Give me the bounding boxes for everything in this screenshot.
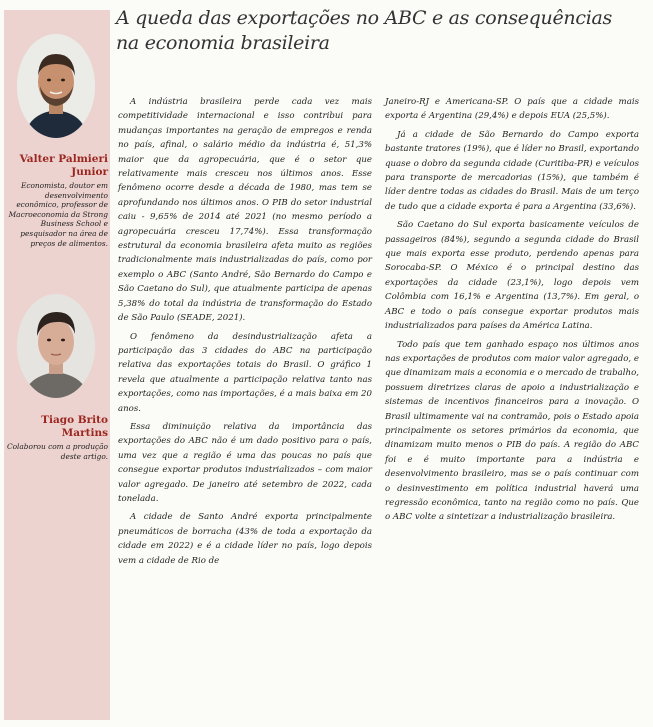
author-name-1: Valter Palmieri Junior bbox=[19, 153, 108, 178]
body-paragraph: Essa diminuição relativa da importância das exportações do ABC não é um dado positivo para o país, uma vez que a região é uma das poucas no país que consegue exportar produtos industrializados – com maior valor agregado. De janeiro até setembro de 2022, cada tonelada. bbox=[118, 421, 372, 504]
body-paragraph-continuation: Janeiro-RJ e Americana-SP. O país que a cidade mais exporta é Argentina (29,4%) e depois EUA (25,5%). bbox=[385, 97, 639, 122]
author-photo-tiago bbox=[17, 294, 95, 398]
author-bio-2: Colaborou com a produção deste artigo. bbox=[6, 442, 108, 461]
body-paragraph: A indústria brasileira perde cada vez mais competitividade internacional e isso contribui para mudanças importantes na geração de empregos e renda no país, afinal, o salário médio da indústria é, 51,3% maior que da agropecuária, que é o setor que relativamente mais cresceu nos últimos anos. Esse fenômeno ocorre desde a década de 1980, mas tem se aprofundando nos últimos anos. O PIB do setor industrial caiu - 9,65% de 2014 até 2021 (no mesmo período a agropecuária cresceu 17,74%). Essa transformação estrutural da economia brasileira afeta muito as regiões tradicionalmente mais industrializadas do país, como por exemplo o ABC (Santo André, São Bernardo do Campo e São Caetano do Sul), que atualmente participa de apenas 5,38% do total da indústria de transformação do Estado de São Paulo (SEADE, 2021). bbox=[118, 97, 372, 324]
author-name-2: Tiago Brito Martins bbox=[41, 414, 108, 439]
article-title bbox=[116, 6, 646, 56]
author-photo-valter bbox=[17, 34, 95, 138]
article-title-line-1: A queda das exportações no ABC e as consequências bbox=[116, 7, 612, 29]
author-bio-1: Economista, doutor em desenvolvimento econômico, professor de Macroeconomia da Strong Business School e pesquisador na área de preços de alimentos. bbox=[8, 181, 108, 248]
author-sidebar bbox=[4, 10, 110, 720]
article-body-left-column bbox=[118, 95, 372, 572]
body-paragraph: São Caetano do Sul exporta basicamente veículos de passageiros (84%), segundo a segunda cidade do Brasil que mais exporta esse produto, perdendo apenas para Sorocaba-SP. O México é o principal destino das exportações da cidade (23,1%), logo depois vem Colômbia com 16,1% e Argentina (13,7%). Em geral, o ABC e todo o país consegue exportar produtos mais industrializados para países da América Latina. bbox=[385, 220, 639, 332]
body-paragraph: O fenômeno da desindustrialização afeta a participação das 3 cidades do ABC na participação relativa das exportações totais do Brasil. O gráfico 1 revela que atualmente a participação relativa tanto nas exportações, como nas importações, é a mais baixa em 20 anos. bbox=[118, 331, 372, 414]
portrait-man-beard-icon bbox=[17, 34, 95, 138]
body-paragraph: A cidade de Santo André exporta principalmente pneumáticos de borracha (43% de toda a exportação da cidade em 2022) e é a cidade líder no país, logo depois vem a cidade de Rio de bbox=[118, 512, 372, 566]
body-paragraph: Já a cidade de São Bernardo do Campo exporta bastante tratores (19%), que é líder no Brasil, exportando quase o dobro da segunda cidade (Curitiba-PR) e veículos para transporte de mercadorias (15%), que também é líder dentre todas as cidades do Brasil. Mais de um terço de tudo que a cidade exporta é para a Argentina (33,6%). bbox=[385, 129, 639, 212]
body-paragraph: Todo país que tem ganhado espaço nos últimos anos nas exportações de produtos com maior valor agregado, e que dinamizam mais a economia e o mercado de trabalho, possuem diretrizes claras de apoio a industrialização e sistemas de incentivos financeiros para a inovação. O Brasil ultimamente vai na contramão, pois o Estado apoia principalmente os setores primários da economia, que dinamizam muito menos o PIB do país. A região do ABC foi e é muito importante para a indústria e desenvolvimento brasileiro, mas se o país continuar com o desinvestimento em política industrial haverá uma regressão econômica, tanto na região como no país. Que o ABC volte a sintetizar a industrialização brasileira. bbox=[385, 339, 639, 523]
article-title-line-2: na economia brasileira bbox=[116, 32, 330, 54]
article-body-right-column bbox=[385, 95, 639, 529]
portrait-young-man-icon bbox=[17, 294, 95, 398]
